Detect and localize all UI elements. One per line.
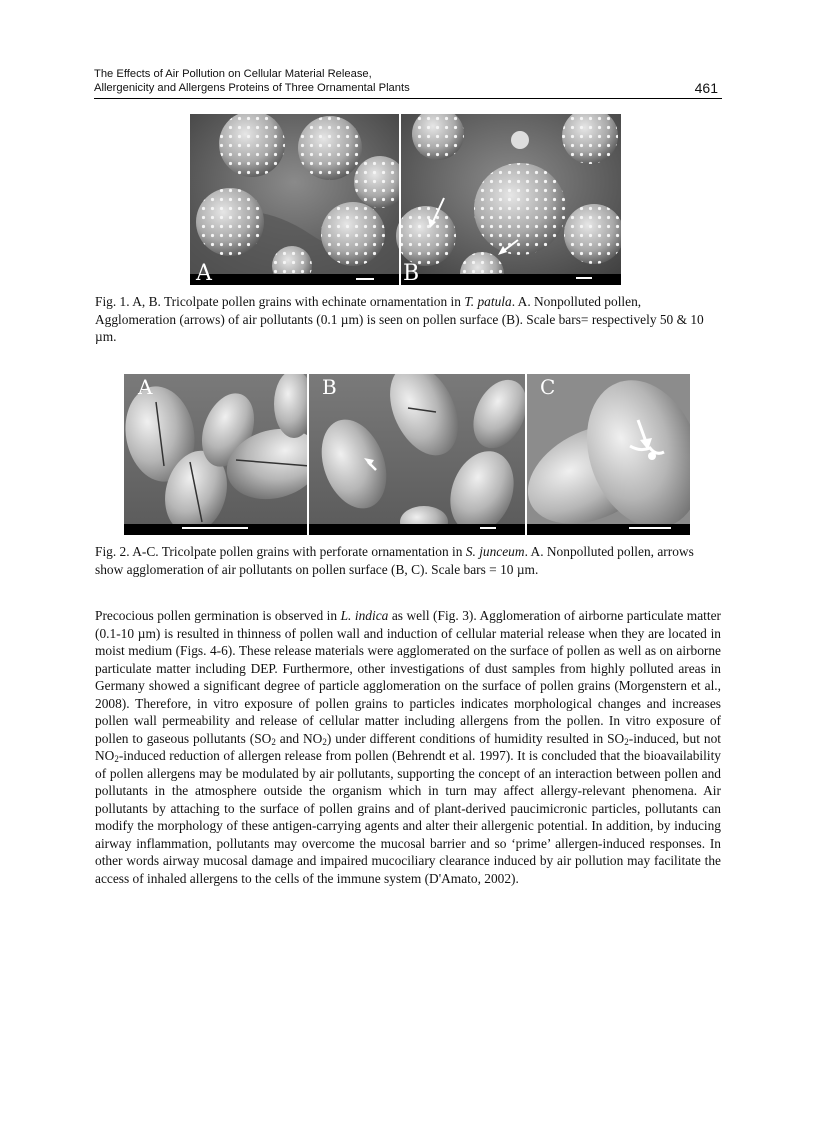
figure-1-panel-b [396, 114, 621, 285]
figure-1-caption-text-end: . A. Nonpolluted pollen, Agglomeration (arrows) of air pollutants (0.1 µm) is seen on pollen surface (B). Scale bars= respectively 50 & 10 µm. [95, 294, 704, 344]
body-text-4: ) under different conditions of humidity resulted in SO [326, 730, 625, 746]
figure-1-caption [95, 293, 721, 346]
figure-1-caption-text: Fig. 1. A, B. Tricolpate pollen grains with echinate ornamentation in [95, 294, 465, 309]
subscript: 2 [114, 754, 119, 764]
body-text-5: -induced, but not NO [95, 730, 721, 763]
page-number: 461 [694, 80, 718, 96]
figure-1-micrographs [190, 114, 621, 285]
body-text-2: as well (Fig. 3). Agglomeration of airborne particulate matter (0.1-10 µm) is resulted in thinness of pollen wall and induction of cellular material release when they are located in moist medium (Figs. 4-6). These release materials were agglomerated on the surface of pollen as well as on airborne particulate matter including DEP. Furthermore, other investigations of dust samples from highly polluted areas in Germany showed a significant degree of particle agglomeration on the surface of pollen grains (Morgenstern et al., 2008). Therefore, in vitro exposure of pollen grains to particles indicates morphological changes and increases pollen wall permeability and release of cellular matter including allergens from the pollen. In vitro exposure of pollen to gaseous pollutants (SO [95, 608, 721, 746]
running-header [94, 68, 722, 99]
subscript: 2 [271, 736, 276, 747]
figure-2-caption-text: Fig. 2. A-C. Tricolpate pollen grains with perforate ornamentation in [95, 544, 466, 559]
figure-2-panel-c [512, 374, 690, 535]
figure-1-panel-label-a: A [196, 261, 212, 285]
figure-2-micrographs [124, 374, 690, 535]
running-title [94, 68, 410, 95]
figure-2-caption-text-end: . A. Nonpolluted pollen, arrows show agglomeration of air pollutants on pollen surface (B, C). Scale bars = 10 µm. [95, 544, 694, 577]
figure-2-panel-label-a: A [138, 375, 153, 399]
body-paragraph [95, 607, 721, 887]
figure-2-panel-a [124, 374, 329, 535]
running-title-line-1: The Effects of Air Pollution on Cellular Material Release, [94, 68, 372, 80]
body-species: L. indica [340, 608, 389, 623]
figure-1-caption-species: T. patula [464, 294, 512, 309]
figure-1-panel-a [190, 114, 406, 285]
figure-2 [124, 374, 690, 535]
figure-1-panel-label-b: B [403, 261, 420, 285]
body-text-3: and NO [275, 730, 323, 746]
subscript: 2 [624, 736, 629, 747]
body-text-6: -induced reduction of allergen release from pollen (Behrendt et al. 1997). It is concluded that the bioavailability of pollen allergens may be modulated by air pollutants, supporting the concept of an interaction between pollen and pollutants in the atmosphere outside the organism which in turn may affect allergy-relevant phenomena. Air pollutants by attaching to the surface of pollen grains and of plant-derived paucimicronic particles, pollutants can modify the morphology of these antigen-carrying agents and alter their allergenic potential. In addition, by inducing airway inflammation, pollutants may overcome the mucosal barrier and so ‘prime’ allergen-induced responses. In other words airway mucosal damage and impaired mucociliary clearance induced by air pollution may facilitate the access of inhaled allergens to the cells of the immune system (D'Amato, 2002). [95, 748, 721, 886]
figure-2-panel-label-b: B [322, 375, 337, 399]
figure-1 [190, 114, 621, 285]
figure-2-panel-label-c: C [540, 375, 556, 399]
figure-2-caption [95, 543, 721, 578]
figure-2-panel-b [309, 374, 537, 535]
figure-2-caption-species: S. junceum [465, 544, 525, 559]
subscript: 2 [322, 736, 327, 747]
body-text-1: Precocious pollen germination is observed in [95, 608, 341, 623]
running-title-line-2: Allergenicity and Allergens Proteins of Three Ornamental Plants [94, 81, 410, 94]
